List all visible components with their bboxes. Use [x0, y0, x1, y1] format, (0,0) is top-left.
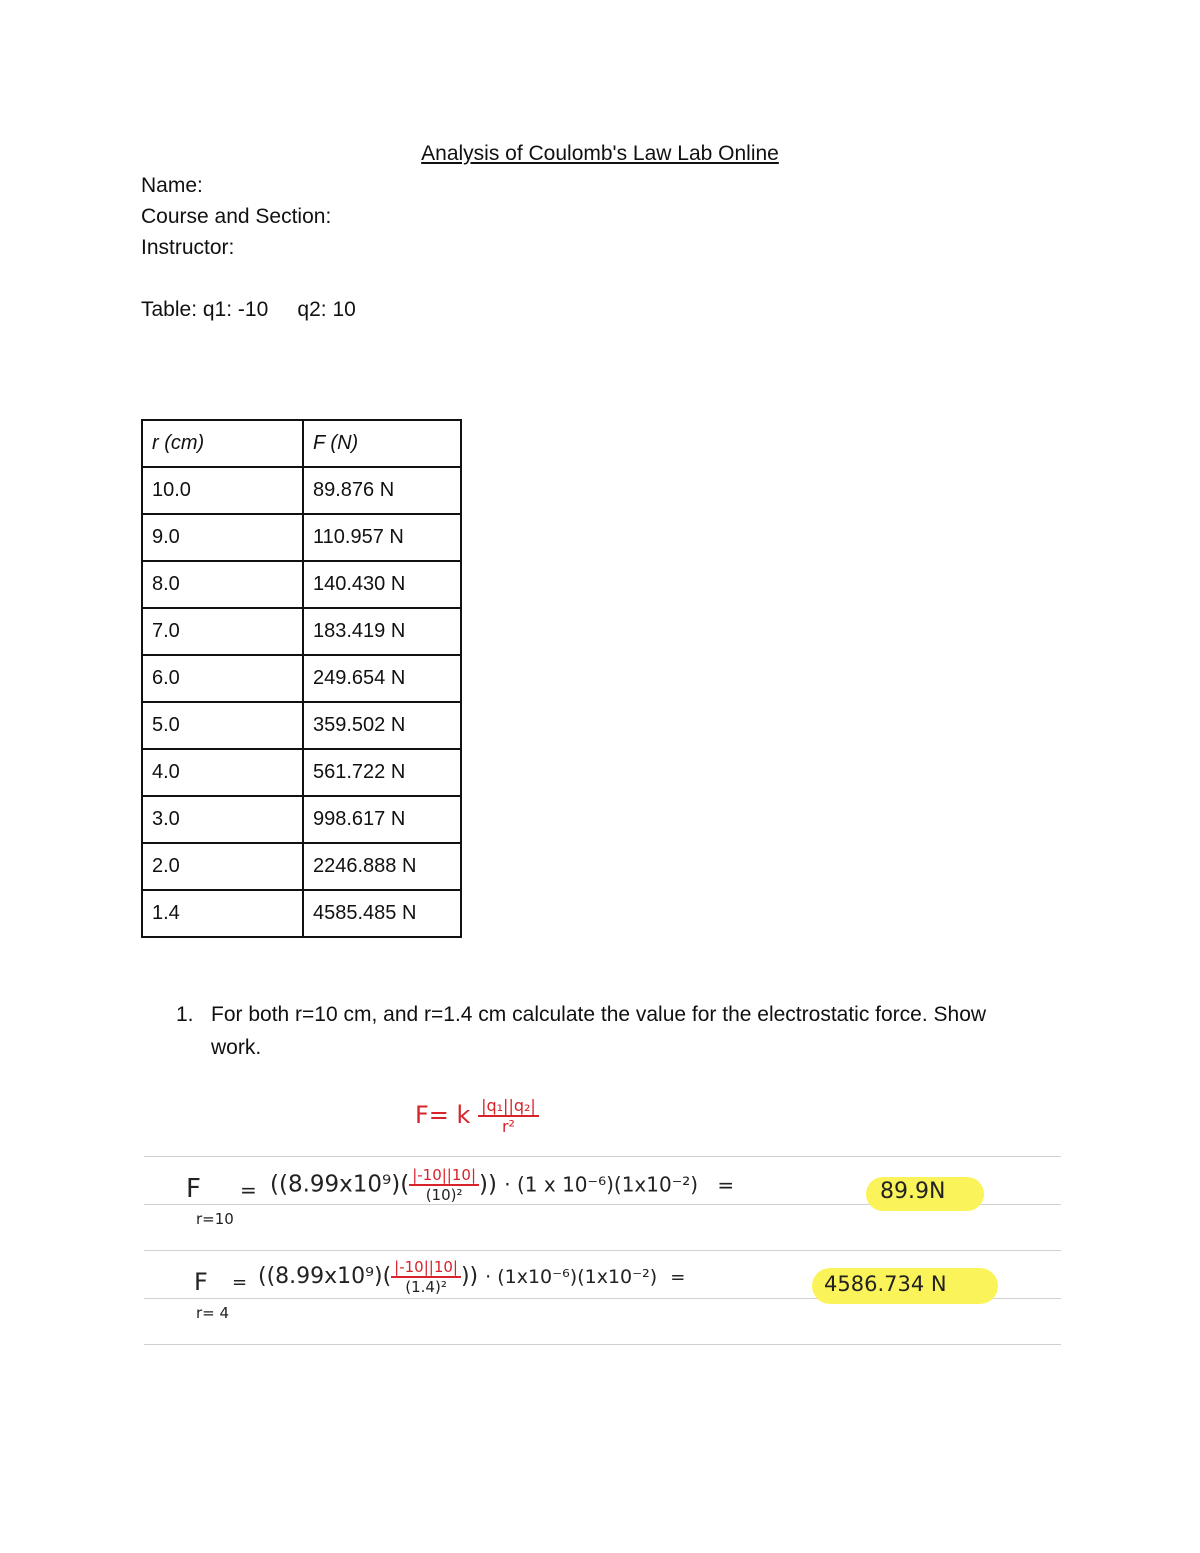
cell-r: 4.0 [142, 749, 303, 796]
table-row [142, 702, 461, 749]
table-row [142, 796, 461, 843]
name-label: Name: [141, 174, 203, 197]
column-header-r: r (cm) [142, 420, 303, 467]
calc-line-r14-sub: r= 4 [196, 1304, 230, 1322]
table-row [142, 749, 461, 796]
table-header-row [142, 420, 461, 467]
table-row [142, 514, 461, 561]
calc-line-r10-lhs: F [186, 1174, 201, 1204]
formula-denominator: r² [501, 1117, 515, 1136]
close-parens: )) [460, 1264, 479, 1289]
question-text: For both r=10 cm, and r=1.4 cm calculate the value for the electrostatic force. Show work. [211, 1003, 987, 1059]
course-section-label: Course and Section: [141, 205, 332, 228]
table-row [142, 890, 461, 937]
formula-lhs: F= k [415, 1101, 471, 1129]
cell-r: 9.0 [142, 514, 303, 561]
cell-r: 6.0 [142, 655, 303, 702]
cell-r: 7.0 [142, 608, 303, 655]
cell-f: 561.722 N [303, 749, 461, 796]
table-row [142, 561, 461, 608]
question-1 [176, 998, 1026, 1064]
table-row [142, 608, 461, 655]
calc-line-r10-eq: = [240, 1178, 257, 1202]
cell-f: 998.617 N [303, 796, 461, 843]
charge-values-line: Table: q1: -10 q2: 10 [141, 298, 356, 321]
unit-conversion: · (1x10⁻⁶)(1x10⁻²) [485, 1266, 658, 1288]
cell-r: 8.0 [142, 561, 303, 608]
calc-line-r10 [270, 1166, 734, 1204]
distance-denominator: (10)² [425, 1186, 463, 1204]
rule-line [144, 1156, 1061, 1157]
table-row [142, 467, 461, 514]
close-parens: )) [479, 1171, 497, 1198]
coulomb-formula [415, 1096, 539, 1136]
cell-f: 89.876 N [303, 467, 461, 514]
calc-line-r10-sub: r=10 [196, 1210, 234, 1228]
k-term: ((8.99x10⁹)( [270, 1171, 410, 1198]
document-title: Analysis of Coulomb's Law Lab Online [421, 142, 779, 165]
cell-r: 2.0 [142, 843, 303, 890]
formula-fraction [478, 1096, 539, 1136]
question-number: 1. [176, 1003, 194, 1026]
cell-r: 3.0 [142, 796, 303, 843]
table-row [142, 843, 461, 890]
cell-f: 359.502 N [303, 702, 461, 749]
result-r10: 89.9N [880, 1179, 946, 1204]
rule-line [144, 1344, 1061, 1345]
calc-line-r14-lhs: F [194, 1268, 208, 1296]
charge-fraction [409, 1166, 479, 1204]
cell-f: 2246.888 N [303, 843, 461, 890]
result-eq: = [717, 1172, 735, 1197]
calc-line-r14 [258, 1258, 685, 1296]
result-eq: = [670, 1267, 686, 1288]
cell-f: 110.957 N [303, 514, 461, 561]
cell-r: 10.0 [142, 467, 303, 514]
charge-fraction [391, 1258, 461, 1296]
distance-denominator: (1.4)² [405, 1278, 447, 1296]
unit-conversion: · (1 x 10⁻⁶)(1x10⁻²) [504, 1172, 699, 1197]
rule-line [144, 1250, 1061, 1251]
force-distance-table [141, 419, 462, 938]
result-r14: 4586.734 N [824, 1272, 947, 1296]
cell-r: 1.4 [142, 890, 303, 937]
calc-line-r14-eq: = [232, 1272, 248, 1293]
cell-f: 4585.485 N [303, 890, 461, 937]
cell-f: 249.654 N [303, 655, 461, 702]
instructor-label: Instructor: [141, 236, 235, 259]
cell-f: 183.419 N [303, 608, 461, 655]
charge-numerator: |-10||10| [409, 1166, 479, 1186]
column-header-f: F (N) [303, 420, 461, 467]
k-term: ((8.99x10⁹)( [258, 1264, 392, 1289]
cell-r: 5.0 [142, 702, 303, 749]
formula-numerator: |q₁||q₂| [478, 1096, 539, 1117]
charge-numerator: |-10||10| [391, 1258, 461, 1278]
table-row [142, 655, 461, 702]
cell-f: 140.430 N [303, 561, 461, 608]
